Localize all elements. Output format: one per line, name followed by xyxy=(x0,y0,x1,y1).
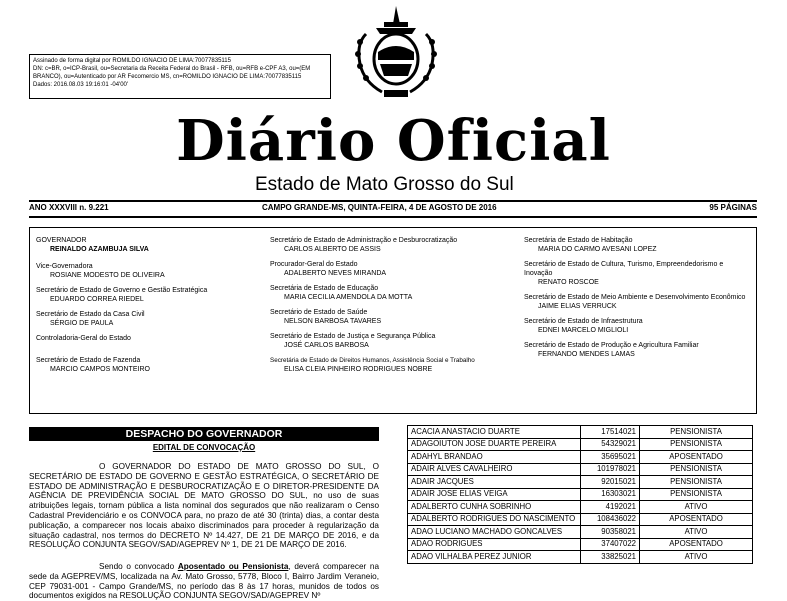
official-name: EDUARDO CORREA RIEDEL xyxy=(50,296,144,303)
id-cell: 37407022 xyxy=(581,538,640,551)
official-role: Secretário de Estado de Cultura, Turismo, Empreendedorismo e Inovação xyxy=(524,261,724,277)
table-row xyxy=(408,451,753,464)
official-name: NELSON BARBOSA TAVARES xyxy=(284,318,382,325)
paragraph-text: Sendo o convocado xyxy=(99,562,178,571)
name-cell: ADALBERTO RODRIGUES DO NASCIMENTO xyxy=(408,513,581,526)
official-name: MARIA DO CARMO AVESANI LOPEZ xyxy=(538,246,657,253)
official-name: ROSIANE MODESTO DE OLIVEIRA xyxy=(50,272,165,279)
official-role: Secretário de Estado de Saúde xyxy=(270,309,368,316)
signature-line: BRANCO), ou=Autenticado por AR Fecomercio MS, cn=ROMILDO IGNACIO DE LIMA:70077835115 xyxy=(33,74,302,80)
official-role: Secretário de Estado de Justiça e Segurança Pública xyxy=(270,333,436,340)
official-name: CARLOS ALBERTO DE ASSIS xyxy=(284,246,381,253)
official-entry xyxy=(270,260,515,278)
official-role: Secretária de Estado de Educação xyxy=(270,285,379,292)
official-entry xyxy=(270,284,515,302)
status-cell: ATIVO xyxy=(640,526,753,539)
signature-line: Dados: 2016.08.03 19:16:01 -04'00' xyxy=(33,82,129,88)
edital-heading: EDITAL DE CONVOCAÇÃO xyxy=(152,443,256,452)
id-cell: 4192021 xyxy=(581,501,640,514)
official-entry xyxy=(524,236,752,254)
id-cell: 17514021 xyxy=(581,426,640,439)
official-entry xyxy=(524,260,752,287)
official-entry xyxy=(524,317,752,335)
name-cell: ADAO VILHALBA PEREZ JUNIOR xyxy=(408,551,581,564)
official-entry xyxy=(524,293,752,311)
name-cell: ADAIR ALVES CAVALHEIRO xyxy=(408,463,581,476)
newspaper-title: Diário Oficial xyxy=(176,108,611,174)
official-name: RENATO ROSCOE xyxy=(538,279,599,286)
officials-column-1 xyxy=(36,236,266,380)
id-cell: 101978021 xyxy=(581,463,640,476)
table-row xyxy=(408,463,753,476)
official-role: Secretária de Estado de Habitação xyxy=(524,237,633,244)
name-cell: ADAHYL BRANDAO xyxy=(408,451,581,464)
official-name: MARIA CECILIA AMENDOLA DA MOTTA xyxy=(284,294,413,301)
name-cell: ACACIA ANASTACIO DUARTE xyxy=(408,426,581,439)
status-cell: PENSIONISTA xyxy=(640,463,753,476)
name-cell: ADAGOIUTON JOSE DUARTE PEREIRA xyxy=(408,438,581,451)
edition-date: CAMPO GRANDE-MS, QUINTA-FEIRA, 4 DE AGOSTO DE 2016 xyxy=(262,203,497,212)
officials-column-2 xyxy=(270,236,515,380)
bottom-rule xyxy=(29,216,757,218)
official-role: Secretário de Estado de Infraestrutura xyxy=(524,318,643,325)
official-entry xyxy=(524,341,752,359)
status-cell: PENSIONISTA xyxy=(640,438,753,451)
id-cell: 90358021 xyxy=(581,526,640,539)
name-cell: ADAO RODRIGUES xyxy=(408,538,581,551)
official-entry xyxy=(270,356,515,374)
status-cell: PENSIONISTA xyxy=(640,426,753,439)
status-cell: ATIVO xyxy=(640,501,753,514)
official-name: EDNEI MARCELO MIGLIOLI xyxy=(538,327,629,334)
official-name: REINALDO AZAMBUJA SILVA xyxy=(50,246,149,253)
official-role: Controladoria-Geral do Estado xyxy=(36,335,131,342)
id-cell: 35695021 xyxy=(581,451,640,464)
section-heading: DESPACHO DO GOVERNADOR xyxy=(29,427,379,441)
digital-signature-box xyxy=(29,54,331,99)
official-role: Secretário de Estado da Casa Civil xyxy=(36,311,145,318)
official-entry xyxy=(36,262,266,280)
table-row xyxy=(408,501,753,514)
coat-of-arms-icon xyxy=(346,4,446,104)
id-cell: 92015021 xyxy=(581,476,640,489)
official-name: FERNANDO MENDES LAMAS xyxy=(538,351,635,358)
id-cell: 54329021 xyxy=(581,438,640,451)
status-cell: PENSIONISTA xyxy=(640,476,753,489)
official-name: SÉRGIO DE PAULA xyxy=(50,320,114,327)
official-name: JAIME ELIAS VERRUCK xyxy=(538,303,617,310)
official-role: Secretário de Estado de Produção e Agricultura Familiar xyxy=(524,342,699,349)
id-cell: 108436022 xyxy=(581,513,640,526)
name-cell: ADALBERTO CUNHA SOBRINHO xyxy=(408,501,581,514)
table-row xyxy=(408,426,753,439)
official-name: MARCIO CAMPOS MONTEIRO xyxy=(50,366,150,373)
paragraph-text: , deverá comparecer na sede da AGEPREV/MS, localizada na Av. Mato Grosso, 5778, Bloco I, Bairro Jardim Veraneio, CEP 79031-001 - Campo Grande/MS, no período das 8 às 17 horas, munidos de todos os documentos exigidos na RESOLUÇÃO CONJUNTA SEGOV/SAD/AGEPREV Nº xyxy=(29,562,380,601)
status-cell: PENSIONISTA xyxy=(640,488,753,501)
official-role: GOVERNADOR xyxy=(36,237,87,244)
id-cell: 33825021 xyxy=(581,551,640,564)
signature-line: Assinado de forma digital por ROMILDO IGNACIO DE LIMA:70077835115 xyxy=(33,58,231,64)
body-paragraph-2 xyxy=(29,562,379,601)
official-entry xyxy=(36,356,266,374)
official-role: Secretário de Estado de Governo e Gestão Estratégica xyxy=(36,287,208,294)
official-entry xyxy=(270,308,515,326)
name-cell: ADAO LUCIANO MACHADO GONCALVES xyxy=(408,526,581,539)
signature-line: DN: c=BR, o=ICP-Brasil, ou=Secretaria da Receita Federal do Brasil - RFB, ou=RFB e-CPF A3, ou=(EM xyxy=(33,66,311,72)
table-row xyxy=(408,526,753,539)
table-row xyxy=(408,476,753,489)
officials-column-3 xyxy=(524,236,752,365)
official-name: ADALBERTO NEVES MIRANDA xyxy=(284,270,387,277)
official-role: Secretária de Estado de Direitos Humanos, Assistência Social e Trabalho xyxy=(270,357,475,364)
top-rule xyxy=(29,200,757,202)
status-cell: ATIVO xyxy=(640,551,753,564)
table-row xyxy=(408,551,753,564)
edition-number: ANO XXXVIII n. 9.221 xyxy=(29,203,109,212)
official-role: Procurador-Geral do Estado xyxy=(270,261,358,268)
official-entry xyxy=(270,332,515,350)
name-cell: ADAIR JACQUES xyxy=(408,476,581,489)
convocation-table xyxy=(407,425,753,564)
id-cell: 16303021 xyxy=(581,488,640,501)
official-entry xyxy=(36,334,266,343)
official-role: Secretário de Estado de Administração e Desburocratização xyxy=(270,237,458,244)
official-role: Vice-Governadora xyxy=(36,263,93,270)
table-row xyxy=(408,438,753,451)
official-role: Secretário de Estado de Meio Ambiente e Desenvolvimento Econômico xyxy=(524,294,746,301)
official-entry xyxy=(36,310,266,328)
status-cell: APOSENTADO xyxy=(640,451,753,464)
body-paragraph-1: O GOVERNADOR DO ESTADO DE MATO GROSSO DO SUL, O SECRETÁRIO DE ESTADO DE GOVERNO E GESTÃO ESTRATÉGICA, O SECRETÁRIO DE ESTADO DE ADMINISTRAÇÃO E DESBUROCRATIZAÇÃO E O DIRETOR-PRESIDENTE DA AGÊNCIA DE PREVIDÊNCIA SOCIAL DE MATO GROSSO DO SUL, no uso de suas atribuições legais, tornam pública a lista nominal dos segurados que não realizaram o Censo Cadastral Previdenciário e os CONVOCA para, no prazo de até 30 (trinta) dias, a contar desta publicação, a comparecer nos locais abaixo discriminados para proceder à regularização da situação cadastral, nos termos do DECRETO Nº 14.427, DE 21 DE MARÇO DE 2016, e da RESOLUÇÃO CONJUNTA SEGOV/SAD/AGEPREV Nº 1, DE 21 DE MARÇO DE 2016. xyxy=(29,462,379,550)
status-cell: APOSENTADO xyxy=(640,513,753,526)
table-row xyxy=(408,513,753,526)
page-count: 95 PÁGINAS xyxy=(709,203,757,212)
official-name: JOSÉ CARLOS BARBOSA xyxy=(284,342,369,349)
paragraph-emphasis: Aposentado ou Pensionista xyxy=(177,562,289,571)
official-role: Secretário de Estado de Fazenda xyxy=(36,357,141,364)
table-row xyxy=(408,538,753,551)
official-entry xyxy=(36,286,266,304)
officials-box xyxy=(29,227,757,414)
table-row xyxy=(408,488,753,501)
name-cell: ADAIR JOSE ELIAS VEIGA xyxy=(408,488,581,501)
official-entry xyxy=(270,236,515,254)
status-cell: APOSENTADO xyxy=(640,538,753,551)
newspaper-subtitle: Estado de Mato Grosso do Sul xyxy=(255,174,514,195)
official-entry xyxy=(36,236,266,254)
official-name: ELISA CLEIA PINHEIRO RODRIGUES NOBRE xyxy=(284,366,433,373)
